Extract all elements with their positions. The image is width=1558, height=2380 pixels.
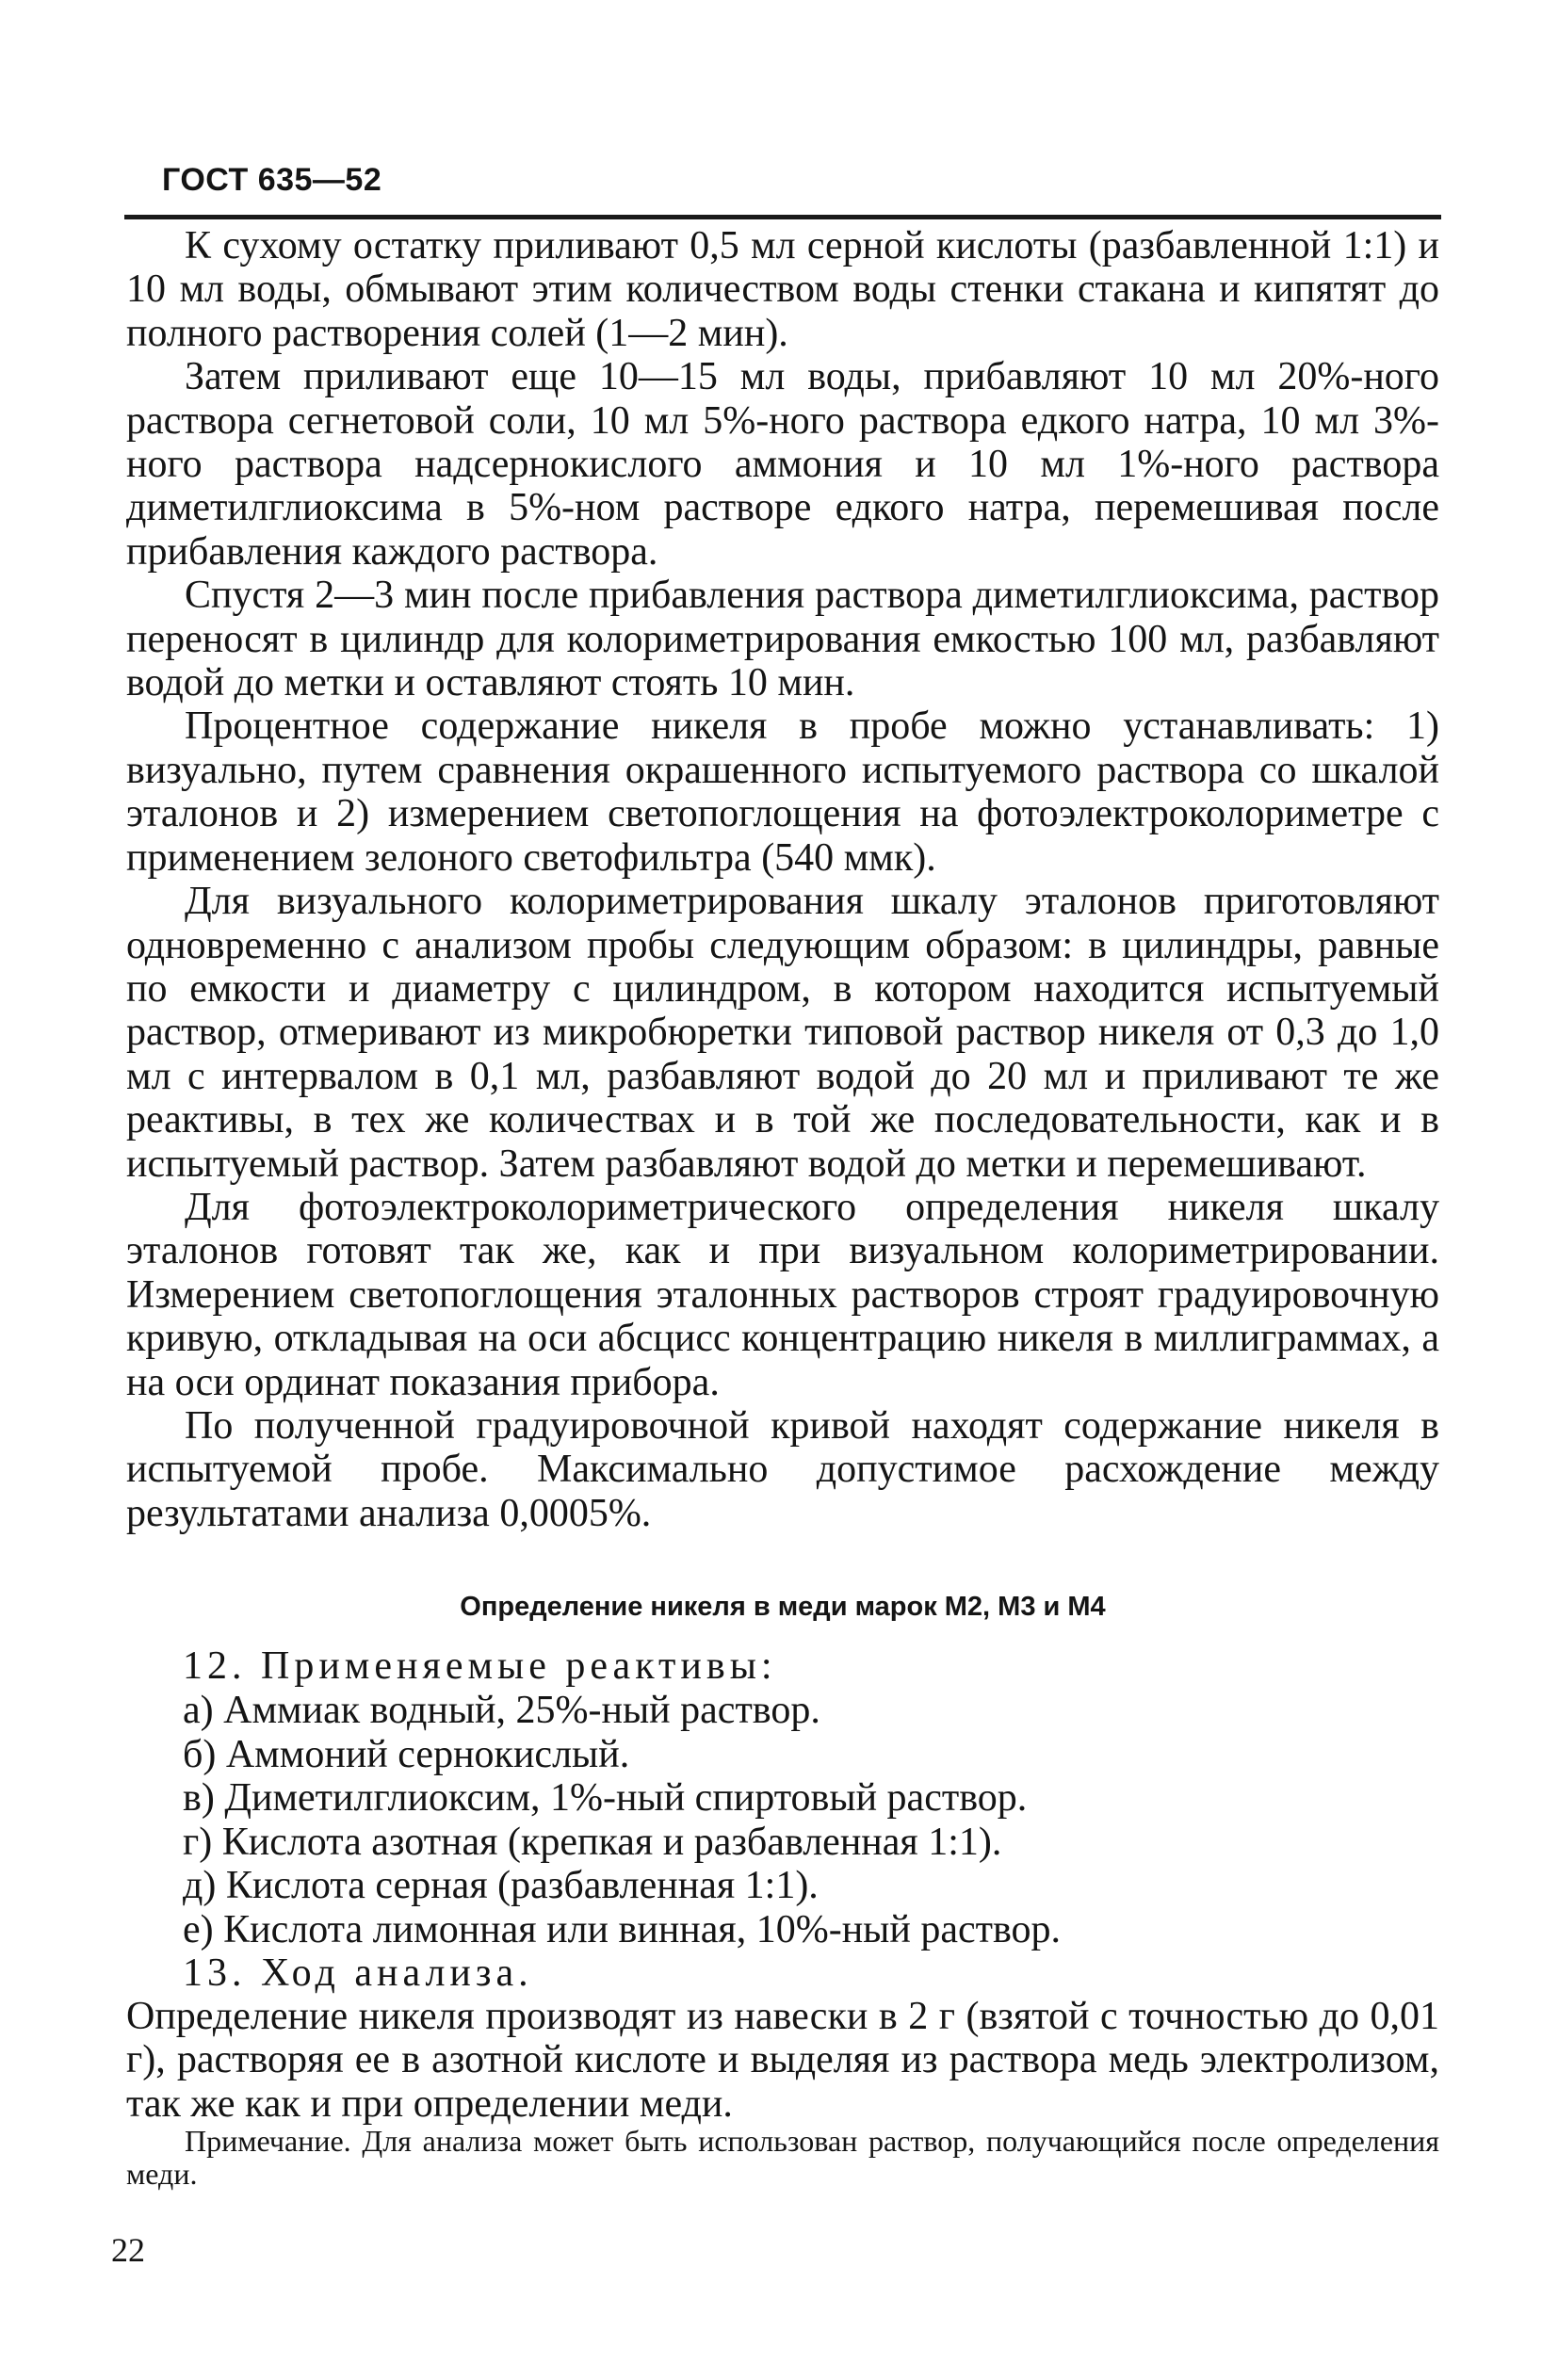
footnote: Примечание. Для анализа может быть использован раствор, получающийся после определения меди. <box>126 2124 1439 2191</box>
section-heading: Определение никеля в меди марок М2, М3 и М4 <box>460 1592 1106 1622</box>
list-item: б) Аммоний сернокислый. <box>183 1732 630 1776</box>
paragraph: По полученной градуировочной кривой находят содержание никеля в испытуемой пробе. Максимально допустимое расхождение между результатами анализа 0,0005%. <box>126 1403 1439 1535</box>
list-item: д) Кислота серная (разбавленная 1:1). <box>183 1864 819 1908</box>
item-13-title: 13. Ход анализа. <box>183 1951 533 1995</box>
page-number: 22 <box>111 2231 145 2269</box>
list-item: е) Кислота лимонная или винная, 10%-ный раствор. <box>183 1907 1062 1951</box>
paragraph: Для визуального колориметрирования шкалу эталонов приготовляют одновременно с анализом пробы следующим образом: в цилиндры, равные по емкости и диаметру с цилиндром, в котором находится испытуемый раствор, отмеривают из микробюретки типовой раствор никеля от 0,3 до 1,0 мл с интервалом в 0,1 мл, разбавляют водой до 20 мл и приливают те же реактивы, в тех же количествах и в той же последовательности, как и в испытуемый раствор. Затем разбавляют водой до метки и перемешивают. <box>126 880 1439 1186</box>
paragraph: Процентное содержание никеля в пробе можно устанавливать: 1) визуально, путем сравнения окрашенного испытуемого раствора со шкалой эталонов и 2) измерением светопоглощения на фотоэлектроколориметре с применением зелоного светофильтра (540 ммк). <box>126 704 1439 880</box>
procedure-text <box>126 1995 1439 2126</box>
main-text <box>126 224 1439 1535</box>
paragraph: Для фотоэлектроколориметрического определения никеля шкалу эталонов готовят так же, как и при визуальном колориметрировании. Измерением светопоглощения эталонных растворов строят градуировочную кривую, откладывая на оси абсцисс концентрацию никеля в миллиграммах, а на оси ординат показания прибора. <box>126 1185 1439 1404</box>
item-12 <box>183 1644 1439 1689</box>
document-header: ГОСТ 635—52 <box>162 162 382 198</box>
item-12-title: 12. Применяемые реактивы: <box>183 1644 777 1688</box>
paragraph: Определение никеля производят из навески в 2 г (взятой с точностью до 0,01 г), растворяя ее в азотной кислоте и выделяя из раствора медь электролизом, так же как и при определении меди. <box>126 1995 1439 2126</box>
paragraph: Спустя 2—3 мин после прибавления раствора диметилглиоксима, раствор переносят в цилиндр для колориметрирования емкостью 100 мл, разбавляют водой до метки и оставляют стоять 10 мин. <box>126 574 1439 705</box>
list-item: в) Диметилглиоксим, 1%-ный спиртовый раствор. <box>183 1776 1028 1821</box>
paragraph: К сухому остатку приливают 0,5 мл серной кислоты (разбавленной 1:1) и 10 мл воды, обмывают этим количеством воды стенки стакана и кипятят до полного растворения солей (1—2 мин). <box>126 224 1439 355</box>
list-item: а) Аммиак водный, 25%-ный раствор. <box>183 1689 820 1732</box>
paragraph: Затем приливают еще 10—15 мл воды, прибавляют 10 мл 20%-ного раствора сегнетовой соли, 10 мл 5%-ного раствора едкого натра, 10 мл 3%-ного раствора надсернокислого аммония и 10 мл 1%-ного раствора диметилглиоксима в 5%-ном растворе едкого натра, перемешивая после прибавления каждого раствора. <box>126 355 1439 574</box>
header-rule <box>124 215 1441 219</box>
list-item: г) Кислота азотная (крепкая и разбавленная 1:1). <box>183 1820 1002 1864</box>
item-13 <box>183 1951 1439 1996</box>
reagent-list <box>183 1689 1439 1952</box>
